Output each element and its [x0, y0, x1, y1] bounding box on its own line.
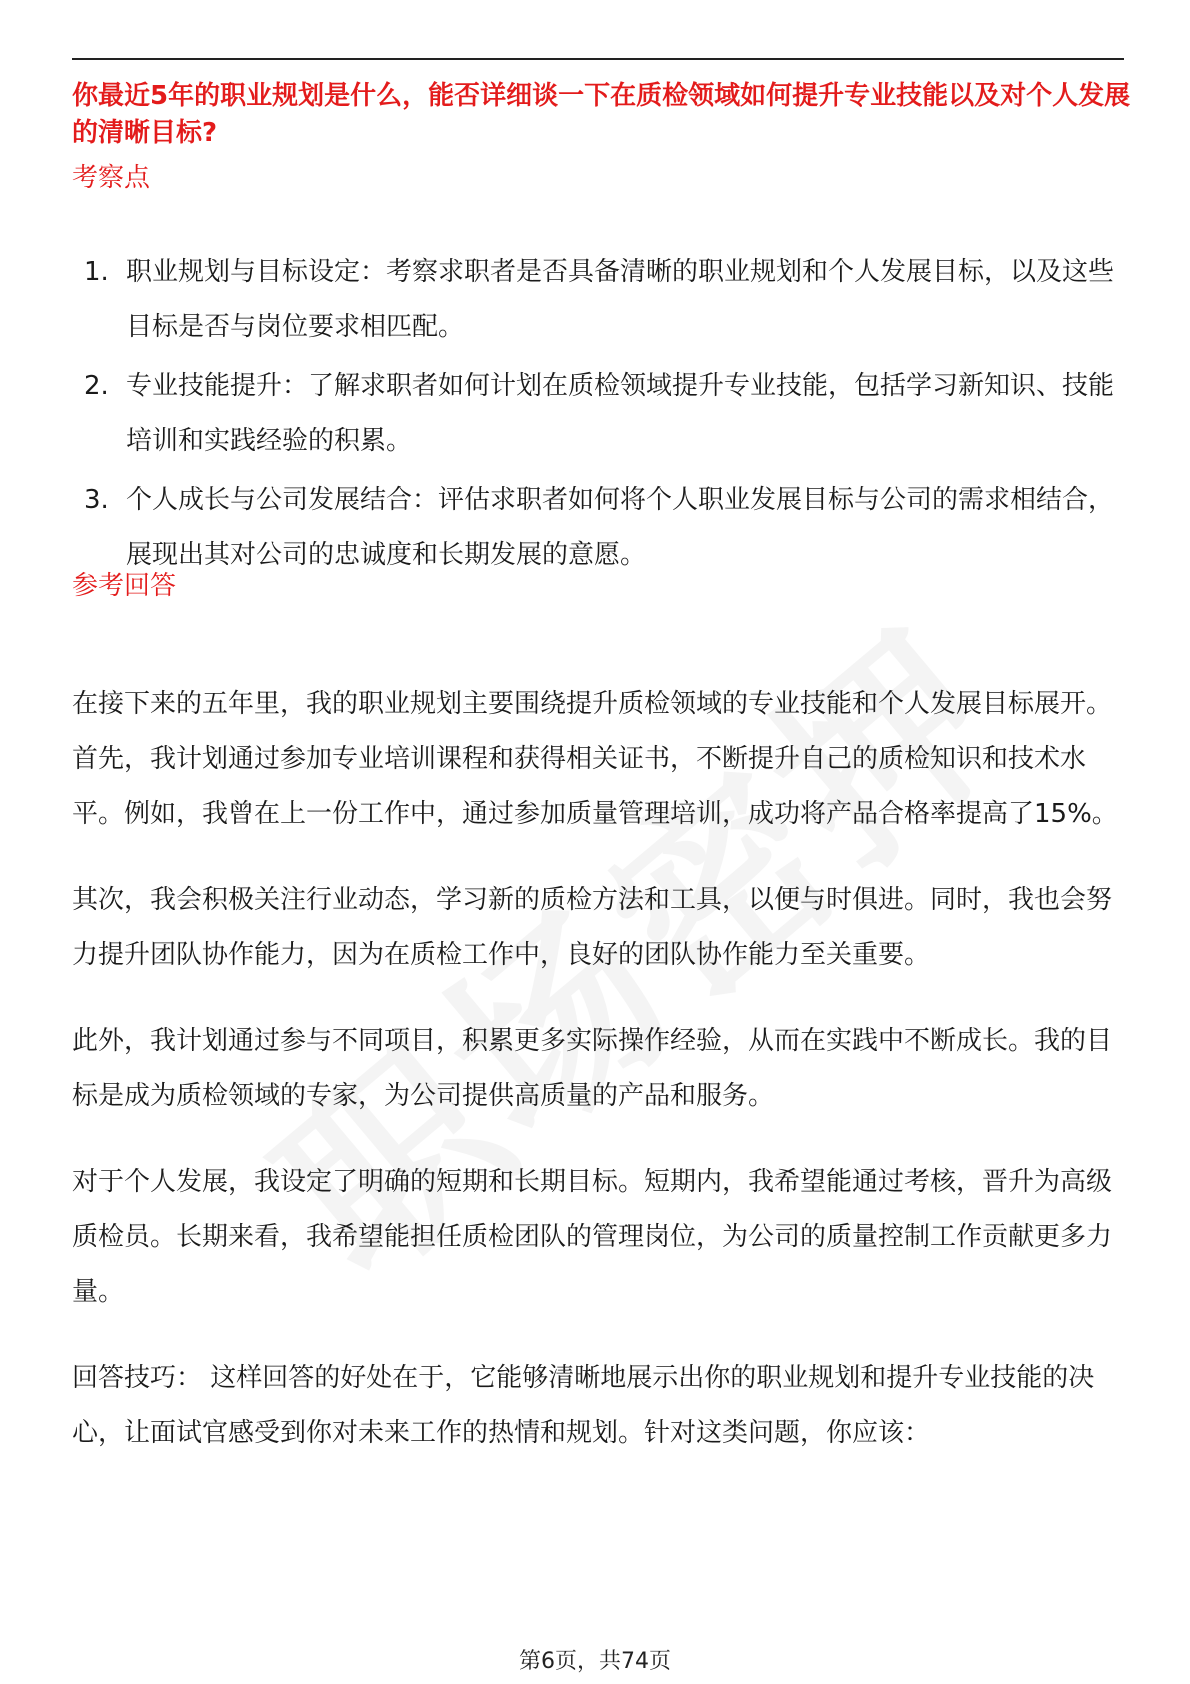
paragraph: 在接下来的五年里，我的职业规划主要围绕提升质检领域的专业技能和个人发展目标展开。首先，我计划通过参加专业培训课程和获得相关证书，不断提升自己的质检知识和技术水平。例如，我曾在上一份工作中，通过参加质量管理培训，成功将产品合格率提高了15%。	[72, 689, 1118, 829]
list-text: 个人成长与公司发展结合：评估求职者如何将个人职业发展目标与公司的需求相结合，展现出其对公司的忠诚度和长期发展的意愿。	[126, 485, 1115, 570]
list-text: 职业规划与目标设定：考察求职者是否具备清晰的职业规划和个人发展目标，以及这些目标是否与岗位要求相匹配。	[126, 257, 1115, 342]
list-item	[84, 245, 1134, 355]
list-text: 专业技能提升：了解求职者如何计划在质检领域提升专业技能，包括学习新知识、技能培训和实践经验的积累。	[126, 371, 1115, 456]
paragraph: 其次，我会积极关注行业动态，学习新的质检方法和工具，以便与时俱进。同时，我也会努力提升团队协作能力，因为在质检工作中，良好的团队协作能力至关重要。	[72, 885, 1113, 970]
list-item	[84, 473, 1134, 583]
section-heading-reference-answer: 参考回答	[72, 571, 177, 601]
answer-body	[72, 677, 1132, 1492]
question-title: 你最近5年的职业规划是什么，能否详细谈一下在质检领域如何提升专业技能以及对个人发展的清晰目标?	[72, 81, 1131, 148]
paragraph: 对于个人发展，我设定了明确的短期和长期目标。短期内，我希望能通过考核，晋升为高级质检员。长期来看，我希望能担任质检团队的管理岗位，为公司的质量控制工作贡献更多力量。	[72, 1167, 1113, 1307]
paragraph: 此外，我计划通过参与不同项目，积累更多实际操作经验，从而在实践中不断成长。我的目标是成为质检领域的专家，为公司提供高质量的产品和服务。	[72, 1026, 1113, 1111]
paragraph: 回答技巧： 这样回答的好处在于，它能够清晰地展示出你的职业规划和提升专业技能的决心，让面试官感受到你对未来工作的热情和规划。针对这类问题，你应该：	[72, 1363, 1095, 1448]
list-number: 1.	[84, 257, 109, 287]
list-number: 2.	[84, 371, 109, 401]
section-heading-assessment: 考察点	[72, 163, 151, 193]
list-item	[84, 359, 1134, 469]
top-rule	[72, 58, 1124, 60]
list-number: 3.	[84, 485, 109, 515]
assessment-list	[84, 245, 1134, 587]
page-number: 第6页，共74页	[519, 1649, 671, 1674]
